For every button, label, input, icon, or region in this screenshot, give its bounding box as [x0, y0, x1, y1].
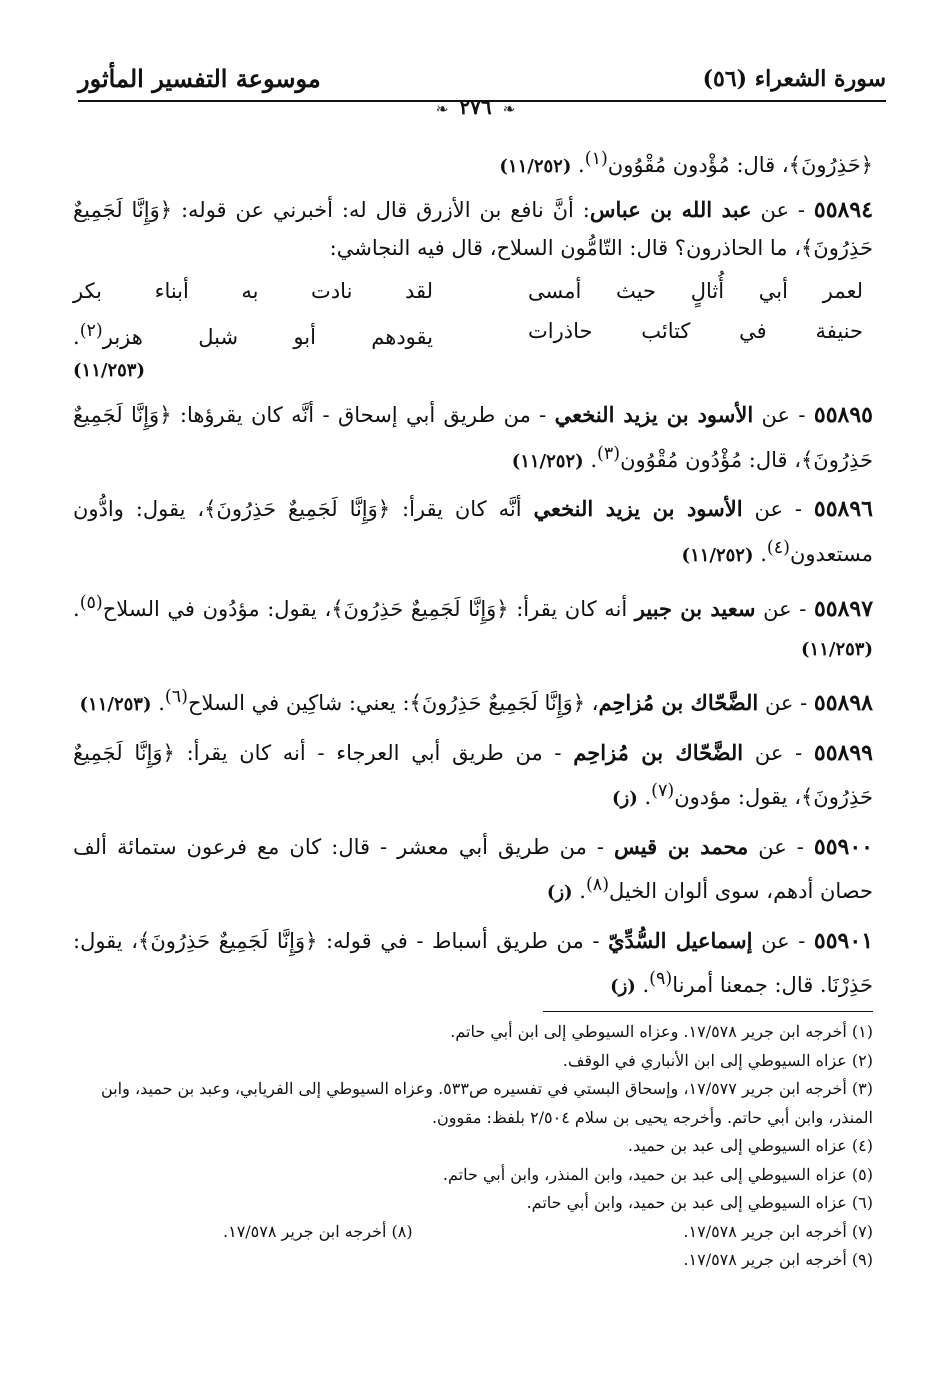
narrator-name: عبد الله بن عباس	[589, 196, 752, 222]
entry-text: ، ﴿وَإِنَّا لَجَمِيعٌ حَذِرُونَ﴾: يعني: شاكِين في السلاح	[187, 691, 599, 715]
period: .	[579, 879, 586, 903]
page-number: ٢٧٦	[459, 95, 492, 119]
reference: (١١/٢٥٣)	[79, 694, 152, 715]
ornament-right: ❧	[502, 100, 516, 118]
entry-number: ٥٥٩٠٠	[813, 833, 873, 860]
entry	[73, 922, 873, 1007]
entry-number: ٥٥٨٩٩	[813, 739, 873, 766]
opening-paragraph	[73, 140, 873, 187]
reference: (١١/٢٥٢)	[681, 544, 754, 566]
footnote-marker: (٥)	[79, 593, 103, 613]
quran-verse: ﴿حَذِرُونَ﴾	[788, 153, 873, 177]
period: .	[642, 973, 650, 997]
footnote-marker: (٦)	[164, 687, 188, 707]
narrator-name: إسماعيل السُّدِّيّ	[608, 927, 753, 953]
period: .	[158, 691, 165, 715]
poem-line	[73, 312, 873, 352]
footnote: (٧) أخرجه ابن جرير ١٧/٥٧٨.	[683, 1221, 873, 1241]
entry-prefix: - عن	[748, 834, 814, 859]
entry	[73, 828, 873, 913]
entry-prefix: - عن	[753, 403, 814, 427]
entry-number: ٥٥٨٩٦	[813, 496, 873, 522]
footnote-marker: (٩)	[649, 969, 673, 989]
entry-number: ٥٥٨٩٨	[813, 690, 873, 716]
poem-hemistich: لقد نادت به أبناء بكر	[73, 278, 433, 303]
reference: (ز)	[610, 976, 636, 997]
entry-text: - من طريق أبي معشر - قال: كان مع فرعون ستمائة ألف حصان أدهم، سوى ألوان الخيل	[73, 834, 873, 903]
period: .	[644, 785, 652, 809]
entry	[73, 584, 873, 669]
opening-text: ، قال: مُؤْدون مُقْوُون	[607, 153, 789, 177]
footnote-marker: (١)	[584, 149, 608, 169]
entry	[73, 734, 873, 819]
footnote: (٩) أخرجه ابن جرير ١٧/٥٧٨.	[683, 1250, 873, 1269]
footnote-row	[73, 1218, 873, 1247]
narrator-name: الضَّحّاك بن مُزاحِم	[573, 739, 744, 765]
footnote-marker: (٨)	[585, 875, 610, 895]
entry-number: ٥٥٨٩٧	[813, 596, 874, 622]
reference: (١١/٢٥٢)	[499, 156, 572, 177]
page-number-block	[0, 95, 951, 119]
footnotes	[73, 1018, 873, 1275]
poem-line	[73, 272, 873, 312]
entry	[73, 191, 873, 268]
entry-text: أنَّه كان يقرأ: ﴿وَإِنَّا لَجَمِيعٌ حَذِرُونَ﴾، يقول: وادُّون مستعدون	[73, 497, 873, 566]
entry-number: ٥٥٩٠١	[813, 927, 874, 954]
entry	[73, 490, 873, 575]
reference: (١١/٢٥٣)	[801, 638, 873, 660]
narrator-name: الأسود بن يزيد النخعي	[533, 496, 743, 521]
period: .	[590, 447, 598, 472]
entry-text: : أنَّ نافع بن الأزرق قال له: أخبرني عن قوله: ﴿وَإِنَّا لَجَمِيعٌ حَذِرُونَ﴾، ما الحاذرون؟ قال: التّامُّون السلاح، قال فيه النجاشي:	[73, 197, 873, 260]
entry-number: ٥٥٨٩٤	[813, 196, 874, 223]
poem-hemistich	[73, 312, 433, 357]
poem-text: يقودهم أبو شبل هزبر	[102, 324, 433, 349]
narrator-name: سعيد بن جبير	[634, 596, 756, 621]
entry-prefix: - عن	[752, 928, 814, 953]
period: .	[578, 153, 585, 177]
footnote-marker: (٧)	[651, 781, 675, 801]
footnote: (٥) عزاه السيوطي إلى عبد بن حميد، وابن المنذر، وابن أبي حاتم.	[442, 1164, 873, 1184]
poem-hemistich: لعمر أبي أُثالٍ حيث أمسى	[528, 278, 863, 303]
poem	[73, 272, 873, 391]
entry-text: - من طريق أسباط - في قوله: ﴿وَإِنَّا لَجَمِيعٌ حَذِرُونَ﴾، يقول: حَذِرْنَا. قال: جمعنا أمرنا	[73, 928, 873, 997]
entry-prefix: - عن	[743, 740, 814, 765]
period: .	[73, 324, 80, 349]
footnote: (٤) عزاه السيوطي إلى عبد بن حميد.	[627, 1136, 873, 1155]
footnote: (١) أخرجه ابن جرير ١٧/٥٧٨. وعزاه السيوطي إلى ابن أبي حاتم.	[450, 1022, 873, 1041]
entry-text: - من طريق أبي إسحاق - أنَّه كان يقرؤها: ﴿وَإِنَّا لَجَمِيعٌ حَذِرُونَ﴾، قال: مُؤْدُون مُقْوُون	[73, 403, 873, 472]
footnote: (٨) أخرجه ابن جرير ١٧/٥٧٨.	[223, 1221, 413, 1241]
narrator-name: الضَّحّاك بن مُزاحِم	[598, 690, 759, 715]
entry-prefix: - عن	[742, 497, 814, 521]
poem-hemistich: حنيفة في كتائب حاذرات	[528, 318, 863, 343]
entry	[73, 678, 873, 725]
footnote-marker: (٣)	[597, 443, 621, 464]
main-text	[73, 140, 873, 1016]
reference: (١١/٢٥٢)	[511, 450, 584, 472]
reference: (١١/٢٥٣)	[73, 359, 145, 381]
footnote: (٦) عزاه السيوطي إلى عبد بن حميد، وابن أبي حاتم.	[526, 1193, 873, 1212]
reference: (ز)	[612, 788, 638, 809]
entry-text: أنه كان يقرأ: ﴿وَإِنَّا لَجَمِيعٌ حَذِرُونَ﴾، يقول: مؤدُون في السلاح	[102, 597, 635, 621]
footnote-marker: (٢)	[79, 320, 103, 341]
period: .	[760, 541, 767, 566]
narrator-name: الأسود بن يزيد النخعي	[554, 402, 754, 427]
surah-title: سورة الشعراء (٥٦)	[702, 66, 886, 92]
entry-prefix: - عن	[751, 197, 814, 222]
period: .	[73, 597, 80, 621]
reference: (ز)	[546, 882, 573, 903]
entry-prefix: - عن	[755, 597, 814, 621]
entry	[73, 396, 873, 481]
footnote: (٢) عزاه السيوطي إلى ابن الأنباري في الوقف.	[562, 1050, 873, 1070]
ornament-left: ❧	[435, 100, 449, 118]
entry-text: - من طريق أبي العرجاء - أنه كان يقرأ: ﴿وَإِنَّا لَجَمِيعٌ حَذِرُونَ﴾، يقول: مؤدون	[73, 740, 873, 809]
footnote-marker: (٤)	[766, 537, 790, 558]
footnote: (٣) أخرجه ابن جرير ١٧/٥٧٧، وإسحاق البستي في تفسيره ص٥٣٣. وعزاه السيوطي إلى الفريابي، وعبد بن حميد، وابن المنذر، وابن أبي حاتم. وأخرجه يحيى بن سلام ٢/٥٠٤ بلفظ: مقوون.	[101, 1079, 873, 1127]
entry-prefix: - عن	[758, 691, 814, 715]
footnote-rule	[543, 1011, 873, 1012]
book-title: موسوعة التفسير المأثور	[78, 64, 321, 93]
narrator-name: محمد بن قيس	[614, 833, 749, 859]
entry-number: ٥٥٨٩٥	[813, 402, 873, 428]
